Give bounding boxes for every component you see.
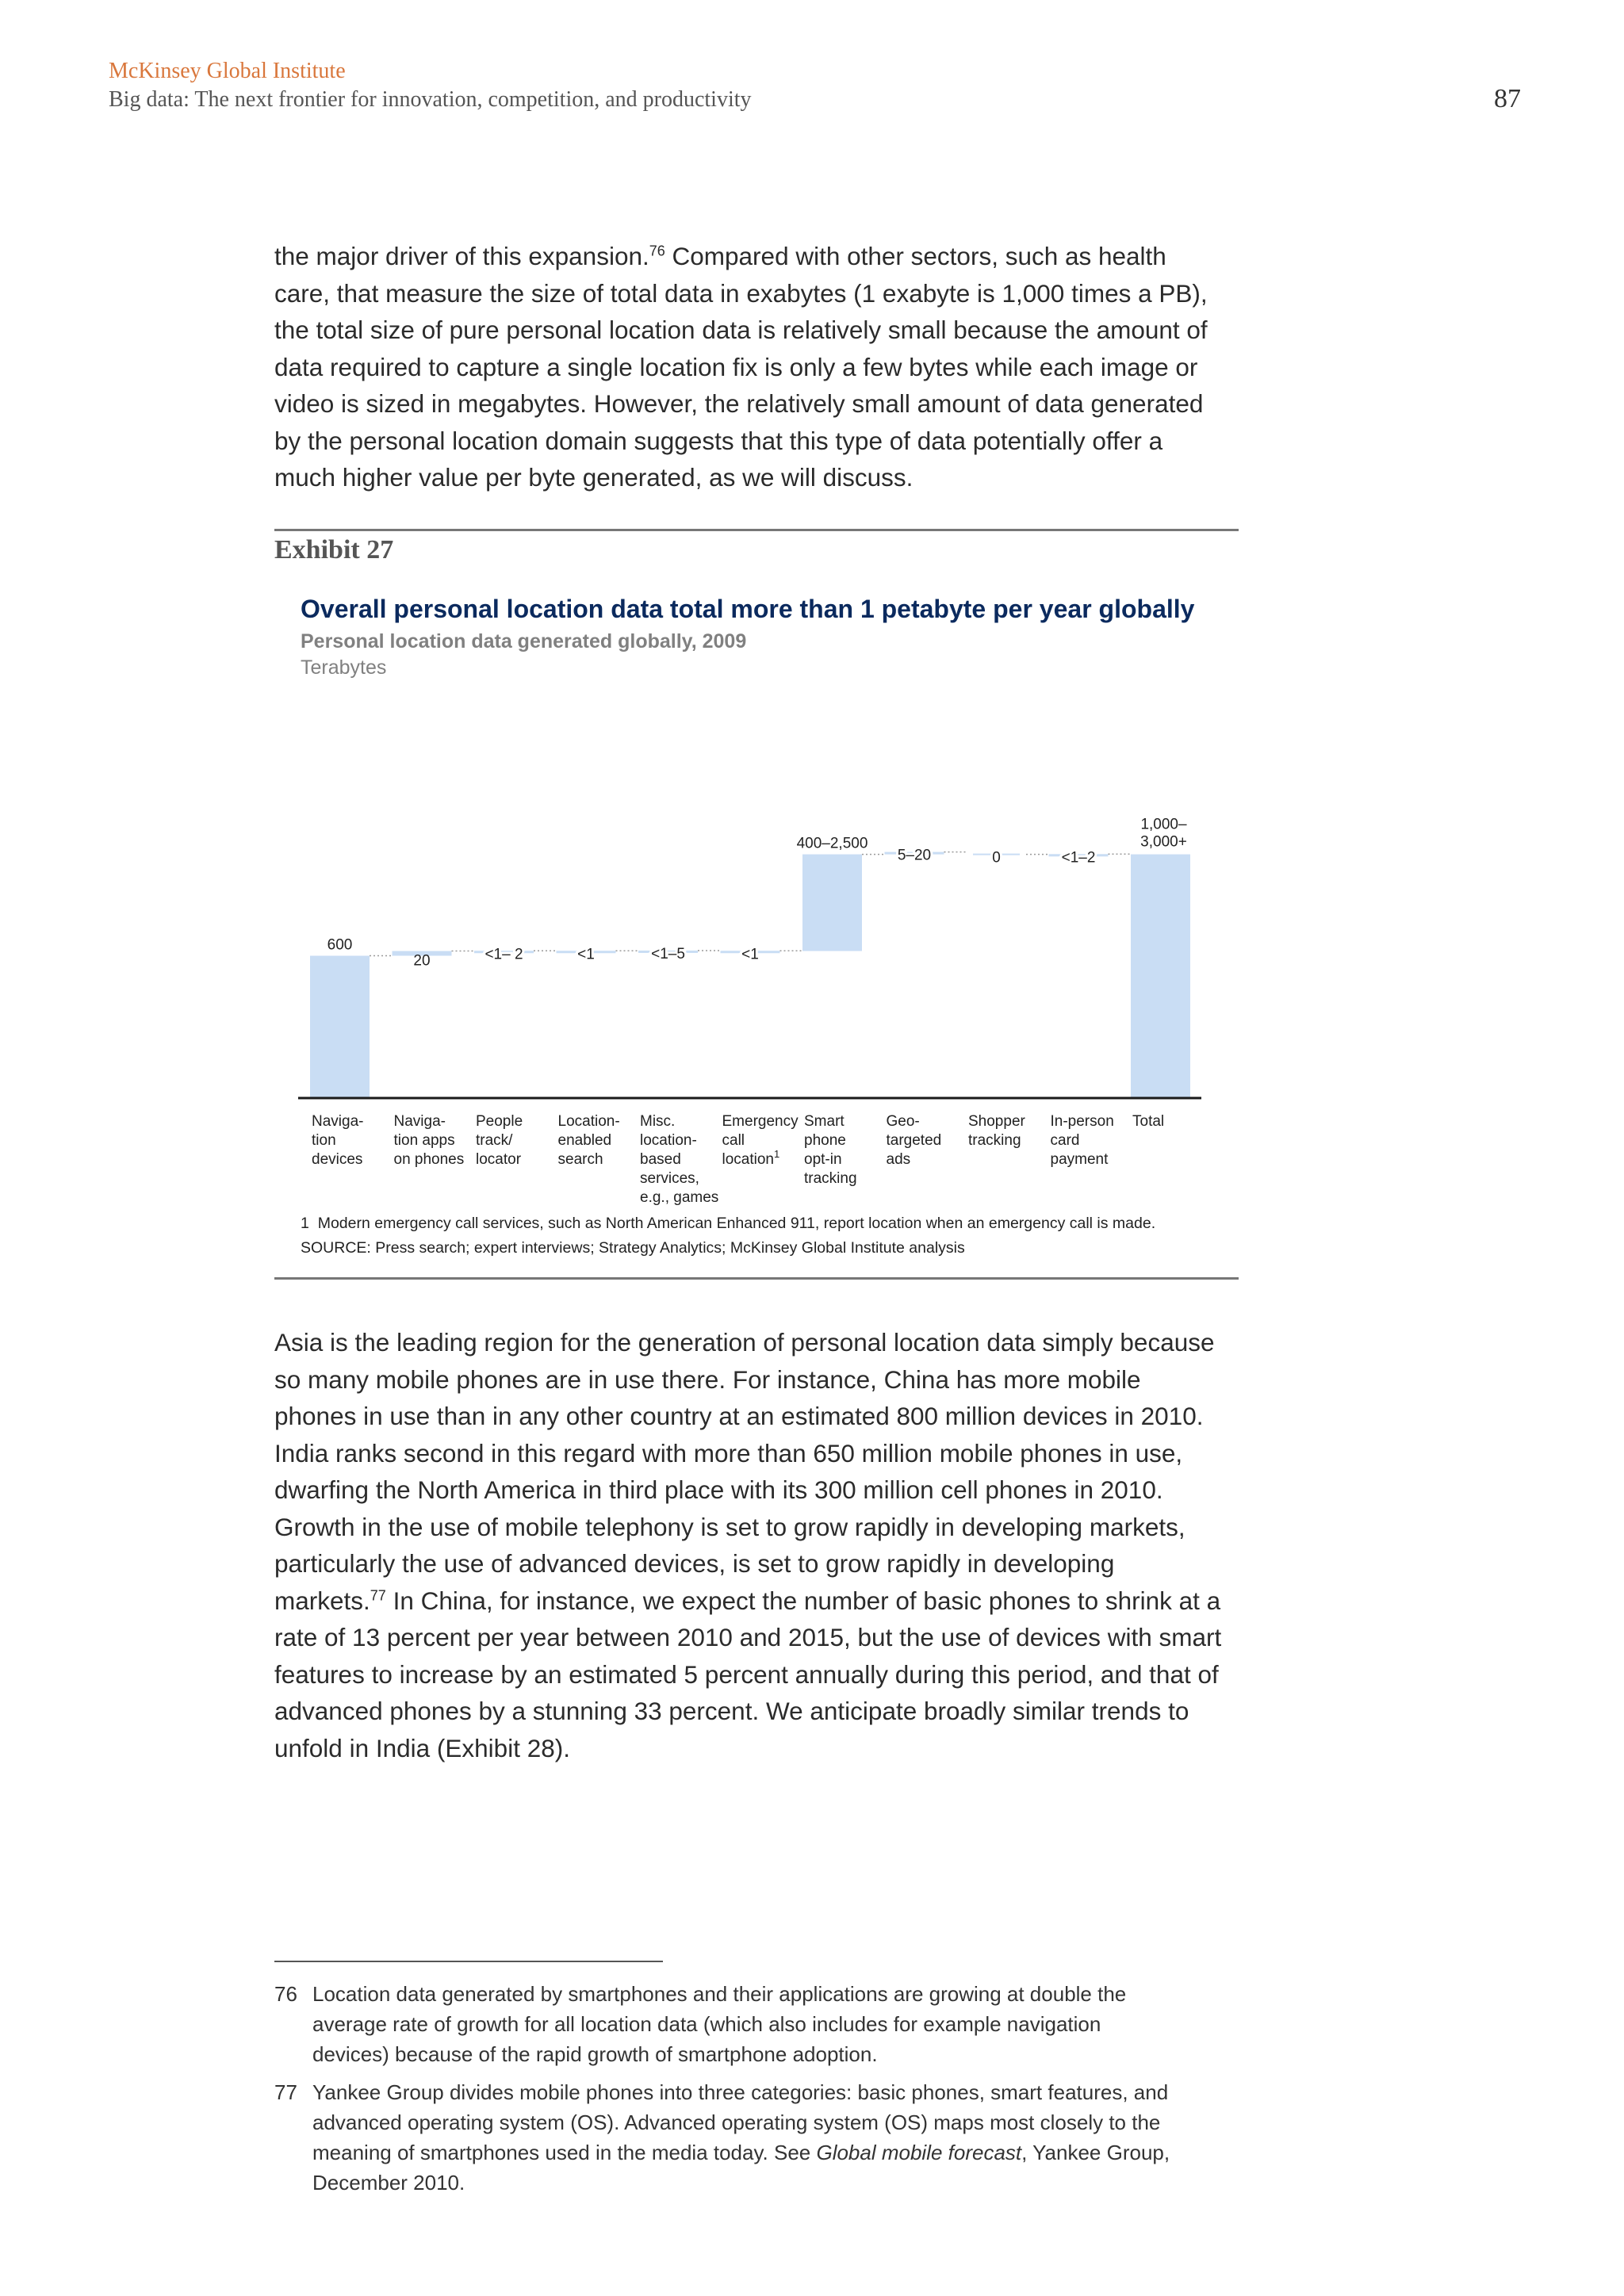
category-label-line: People [476, 1113, 523, 1130]
category-label [1051, 1113, 1114, 1168]
category-label [558, 1113, 620, 1168]
paragraph-text: care, that measure the size of total data in exabytes (1 exabyte is 1,000 times a PB), [274, 278, 1208, 308]
category-label-line: location- [640, 1132, 697, 1149]
exhibit-title: Overall personal location data total more than 1 petabyte per year globally [301, 595, 1195, 623]
value-label: 600 [327, 936, 353, 954]
paragraph-text: so many mobile phones are in use there. For instance, China has more mobile [274, 1364, 1141, 1394]
category-label-line: In-person [1050, 1113, 1114, 1130]
category-label-line: enabled [557, 1132, 612, 1149]
paragraph-text: much higher value per byte generated, as we will discuss. [274, 463, 914, 492]
footnote-77-line: December 2010. [312, 2171, 465, 2195]
paragraph-line [274, 1471, 1242, 1509]
value-label: <1–2 [1061, 849, 1096, 867]
exhibit-unit: Terabytes [301, 656, 387, 679]
category-label-line: tracking [968, 1132, 1021, 1149]
paragraph-text: phones in use than in any other country at an estimated 800 million devices in 2010. [274, 1402, 1204, 1430]
bar-6 [802, 855, 862, 951]
paragraph-text: features to increase by an estimated 5 percent annually during this period, and that of [274, 1659, 1219, 1689]
category-label-line: on phones [393, 1151, 465, 1168]
paragraph-text: unfold in India (Exhibit 28). [274, 1733, 570, 1762]
category-label-line: based [640, 1151, 681, 1168]
paragraph-line [274, 1582, 1242, 1620]
paragraph-text: Asia is the leading region for the generation of personal location data simply because [274, 1328, 1215, 1357]
value-label: <1 [741, 946, 759, 963]
paragraph-text: the total size of pure personal location data is relatively small because the amount of [274, 316, 1208, 344]
footnote-76-line: Location data generated by smartphones and their applications are growing at double the [312, 1982, 1127, 2006]
paragraph-line [274, 1619, 1242, 1656]
category-label-line: call [722, 1132, 745, 1149]
footnote-77-text: meaning of smartphones used in the media today. See [312, 2141, 817, 2164]
paragraph-text: by the personal location domain suggests that this type of data potentially offer a [274, 426, 1163, 455]
paragraph-text: rate of 13 percent per year between 2010 and 2015, but the use of devices with smart [274, 1623, 1222, 1651]
category-label-line: e.g., games [640, 1189, 719, 1206]
category-label-line: payment [1050, 1151, 1109, 1168]
paragraph-text: Growth in the use of mobile telephony is set to grow rapidly in developing markets, [274, 1512, 1185, 1541]
exhibit-subtitle: Personal location data generated globally, 2009 [301, 630, 747, 652]
paragraph-text: In China, for instance, we expect the number of basic phones to shrink at a [385, 1586, 1221, 1615]
category-label [804, 1113, 857, 1187]
paragraph-text: India ranks second in this regard with more than 650 million mobile phones in use, [274, 1438, 1183, 1468]
category-label-line: opt-in [804, 1151, 842, 1168]
value-label: <1–5 [651, 945, 685, 962]
exhibit-footnote [301, 1215, 1155, 1233]
exhibit-footnote-text: Modern emergency call services, such as North American Enhanced 911, report location when an emergency call is made. [317, 1215, 1156, 1232]
category-label-line: locator [476, 1151, 522, 1168]
value-label: 5–20 [897, 847, 932, 864]
category-label [394, 1113, 465, 1168]
category-label-line: Naviga- [312, 1113, 364, 1130]
paragraph-line [274, 1324, 1242, 1361]
paragraph-text: Compared with other sectors, such as health [665, 242, 1166, 270]
paragraph-line [274, 1361, 1242, 1399]
category-label-line: track/ [476, 1132, 513, 1149]
footnote-77-number: 77 [274, 2080, 297, 2104]
paragraph-line [274, 1656, 1242, 1693]
exhibit-footnote-number: 1 [301, 1215, 309, 1232]
bar-10 [1131, 855, 1190, 1097]
footnote-reference: 76 [649, 243, 665, 259]
bar-0 [310, 956, 370, 1098]
value-label: 400–2,500 [796, 835, 868, 852]
publisher-name: McKinsey Global Institute [109, 59, 346, 83]
category-label-line: location [722, 1151, 774, 1168]
category-label-line: Shopper [968, 1113, 1025, 1130]
paragraph-text: markets. [274, 1586, 370, 1615]
footnote-76-line: devices) because of the rapid growth of smartphone adoption. [312, 2042, 878, 2066]
footnote-77-line: advanced operating system (OS). Advanced operating system (OS) maps most closely to the [312, 2110, 1161, 2134]
category-label [1132, 1113, 1164, 1130]
value-label: 0 [992, 849, 1001, 867]
category-label-line: devices [312, 1151, 363, 1168]
category-label-line: Misc. [640, 1113, 676, 1130]
footnote-77-citation-title: Global mobile forecast [816, 2141, 1022, 2164]
value-label-total: 3,000+ [1140, 833, 1187, 851]
page-number: 87 [1494, 84, 1521, 113]
category-label-line: Total [1132, 1113, 1165, 1130]
paragraph-text: data required to capture a single location fix is only a few bytes while each image or [274, 352, 1198, 381]
exhibit-bottom-rule [274, 1277, 1239, 1280]
category-label-line: Naviga- [393, 1113, 446, 1130]
footnote-76 [274, 1979, 1250, 2069]
category-label-line: tion apps [393, 1132, 455, 1149]
footnote-77 [274, 2077, 1250, 2198]
paragraph-line [274, 1509, 1242, 1546]
footnote-reference: 77 [370, 1587, 386, 1603]
category-label-line: card [1050, 1132, 1080, 1149]
category-label-line: phone [804, 1132, 846, 1149]
value-label: <1 [577, 946, 595, 963]
body-paragraph-asia [274, 1324, 1242, 1766]
category-label [722, 1113, 799, 1168]
paragraph-line [274, 1545, 1242, 1582]
category-label-line: Smart [804, 1113, 845, 1130]
paragraph-text: the major driver of this expansion. [274, 242, 649, 270]
paragraph-text: particularly the use of advanced devices, is set to grow rapidly in developing [274, 1549, 1115, 1578]
value-label-total: 1,000– [1140, 816, 1187, 833]
category-label-line: search [557, 1151, 603, 1168]
category-label-line: Geo- [886, 1113, 920, 1130]
footnote-76-number: 76 [274, 1982, 297, 2006]
exhibit-label: Exhibit 27 [274, 535, 394, 564]
paragraph-line [274, 1693, 1242, 1730]
footnote-reference: 1 [774, 1148, 780, 1160]
paragraph-line [274, 1435, 1242, 1472]
category-label-line: tracking [804, 1170, 857, 1187]
value-label: <1– 2 [485, 946, 523, 963]
footnote-77-text: , Yankee Group, [1021, 2141, 1170, 2164]
paragraph-line [274, 1730, 1242, 1767]
category-label [476, 1113, 523, 1168]
report-title: Big data: The next frontier for innovation, competition, and productivity [109, 87, 752, 112]
category-label-line: Location- [557, 1113, 620, 1130]
footnote-77-line [312, 2137, 1250, 2168]
category-label-line: Emergency [722, 1113, 799, 1130]
category-label [887, 1113, 942, 1168]
category-label-line: targeted [886, 1132, 942, 1149]
paragraph-line [274, 1398, 1242, 1435]
category-label-line: tion [312, 1132, 336, 1149]
category-label-line: services, [640, 1170, 699, 1187]
paragraph-text: video is sized in megabytes. However, the relatively small amount of data generated [274, 389, 1204, 418]
value-label: 20 [413, 952, 431, 970]
paragraph-text: advanced phones by a stunning 33 percent. We anticipate broadly similar trends to [274, 1697, 1189, 1725]
exhibit-source: SOURCE: Press search; expert interviews; Strategy Analytics; McKinsey Global Institute analysis [301, 1239, 965, 1257]
category-label-line: ads [886, 1151, 911, 1168]
category-label [968, 1113, 1026, 1149]
category-label [312, 1113, 363, 1168]
footnote-77-line: Yankee Group divides mobile phones into three categories: basic phones, smart features, and [312, 2080, 1169, 2104]
footnote-rule [274, 1961, 663, 1962]
paragraph-text: dwarfing the North America in third place with its 300 million cell phones in 2010. [274, 1475, 1163, 1504]
category-label [640, 1113, 718, 1206]
footnote-76-line: average rate of growth for all location data (which also includes for example navigation [312, 2012, 1101, 2036]
